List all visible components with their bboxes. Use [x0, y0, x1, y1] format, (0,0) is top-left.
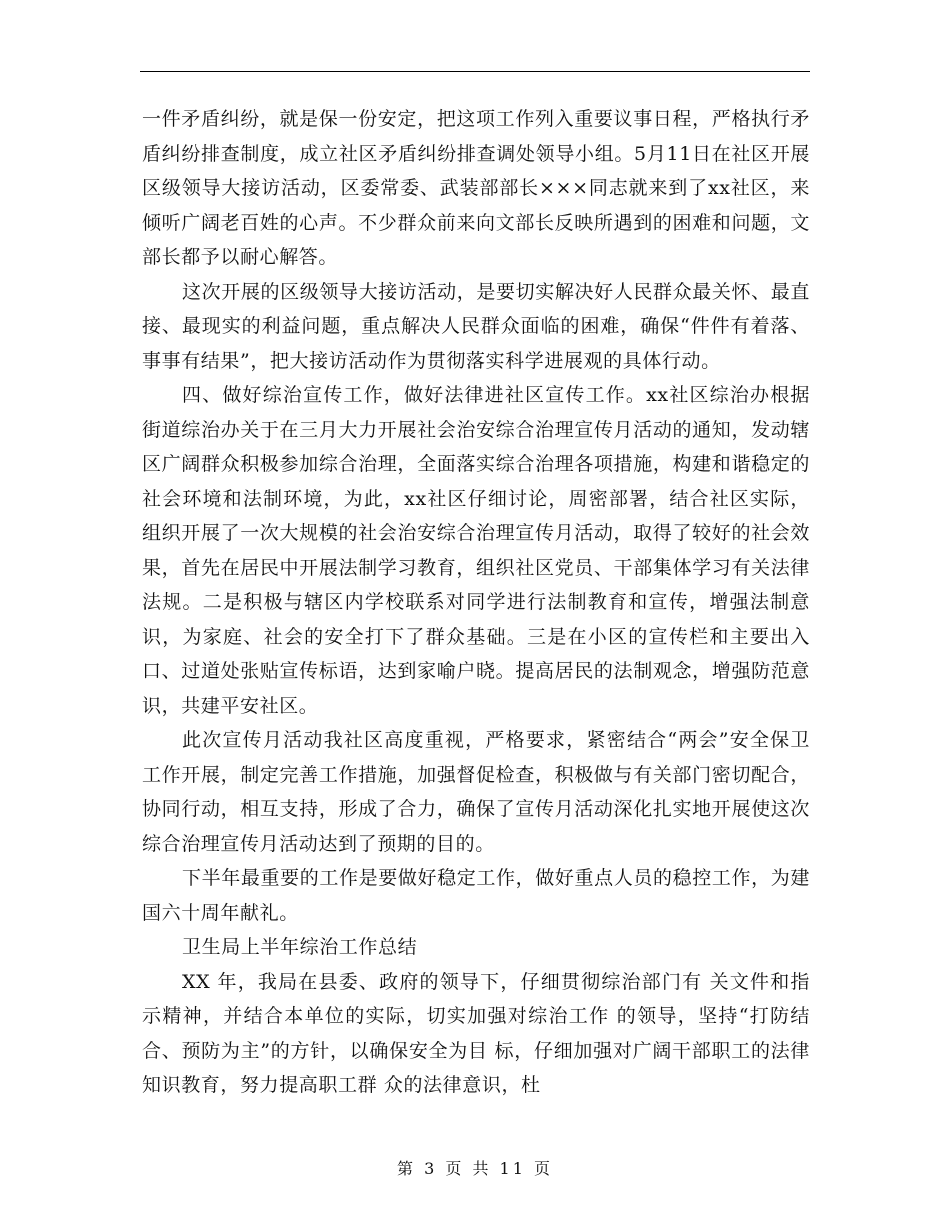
paragraph-6: XX 年，我局在县委、政府的领导下，仔细贯彻综治部门有 关文件和指示精神，并结合本单位的实际，切实加强对综治工作 的领导，坚持“打防结合、预防为主”的方针，以确保安全为目 标，仔细加强对广阔干部职工的法律知识教育，努力提高职工群 众的法律意识，杜	[142, 970, 810, 1096]
paragraph-3: 四、做好综治宣传工作，做好法律进社区宣传工作。xx社区综治办根据街道综治办关于在三月大力开展社会治安综合治理宣传月活动的通知，发动辖区广阔群众积极参加综合治理，全面落实综合治理各项措施，构建和谐稳定的社会环境和法制环境，为此，xx社区仔细讨论，周密部署，结合社区实际，组织开展了一次大规模的社会治安综合治理宣传月活动，取得了较好的社会效果，首先在居民中开展法制学习教育，组织社区党员、干部集体学习有关法律法规。二是积极与辖区内学校联系对同学进行法制教育和宣传，增强法制意识，为家庭、社会的安全打下了群众基础。三是在小区的宣传栏和主要出入口、过道处张贴宣传标语，达到家喻户晓。提高居民的法制观念，增强防范意识，共建平安社区。	[142, 384, 810, 717]
paragraph-4: 此次宣传月活动我社区高度重视，严格要求，紧密结合“两会”安全保卫工作开展，制定完善工作措施，加强督促检查，积极做与有关部门密切配合，协同行动，相互支持，形成了合力，确保了宣传月活动深化扎实地开展使这次综合治理宣传月活动达到了预期的目的。	[142, 729, 810, 855]
section-heading: 卫生局上半年综治工作总结	[182, 936, 418, 958]
page-number: 第 3 页 共 11 页	[397, 1159, 553, 1178]
paragraph-1: 一件矛盾纠纷，就是保一份安定，把这项工作列入重要议事日程，严格执行矛盾纠纷排查制度，成立社区矛盾纠纷排查调处领导小组。5月11日在社区开展区级领导大接访活动，区委常委、武装部部长×××同志就来到了xx社区，来倾听广阔老百姓的心声。不少群众前来向文部长反映所遇到的困难和问题，文部长都予以耐心解答。	[142, 108, 810, 268]
paragraph-5: 下半年最重要的工作是要做好稳定工作，做好重点人员的稳控工作，为建国六十周年献礼。	[142, 867, 810, 924]
paragraph-2: 这次开展的区级领导大接访活动，是要切实解决好人民群众最关怀、最直接、最现实的利益问题，重点解决人民群众面临的困难，确保“件件有着落、事事有结果”，把大接访活动作为贯彻落实科学进展观的具体行动。	[142, 280, 810, 372]
header-rule	[140, 71, 810, 72]
document-body	[142, 102, 810, 1103]
